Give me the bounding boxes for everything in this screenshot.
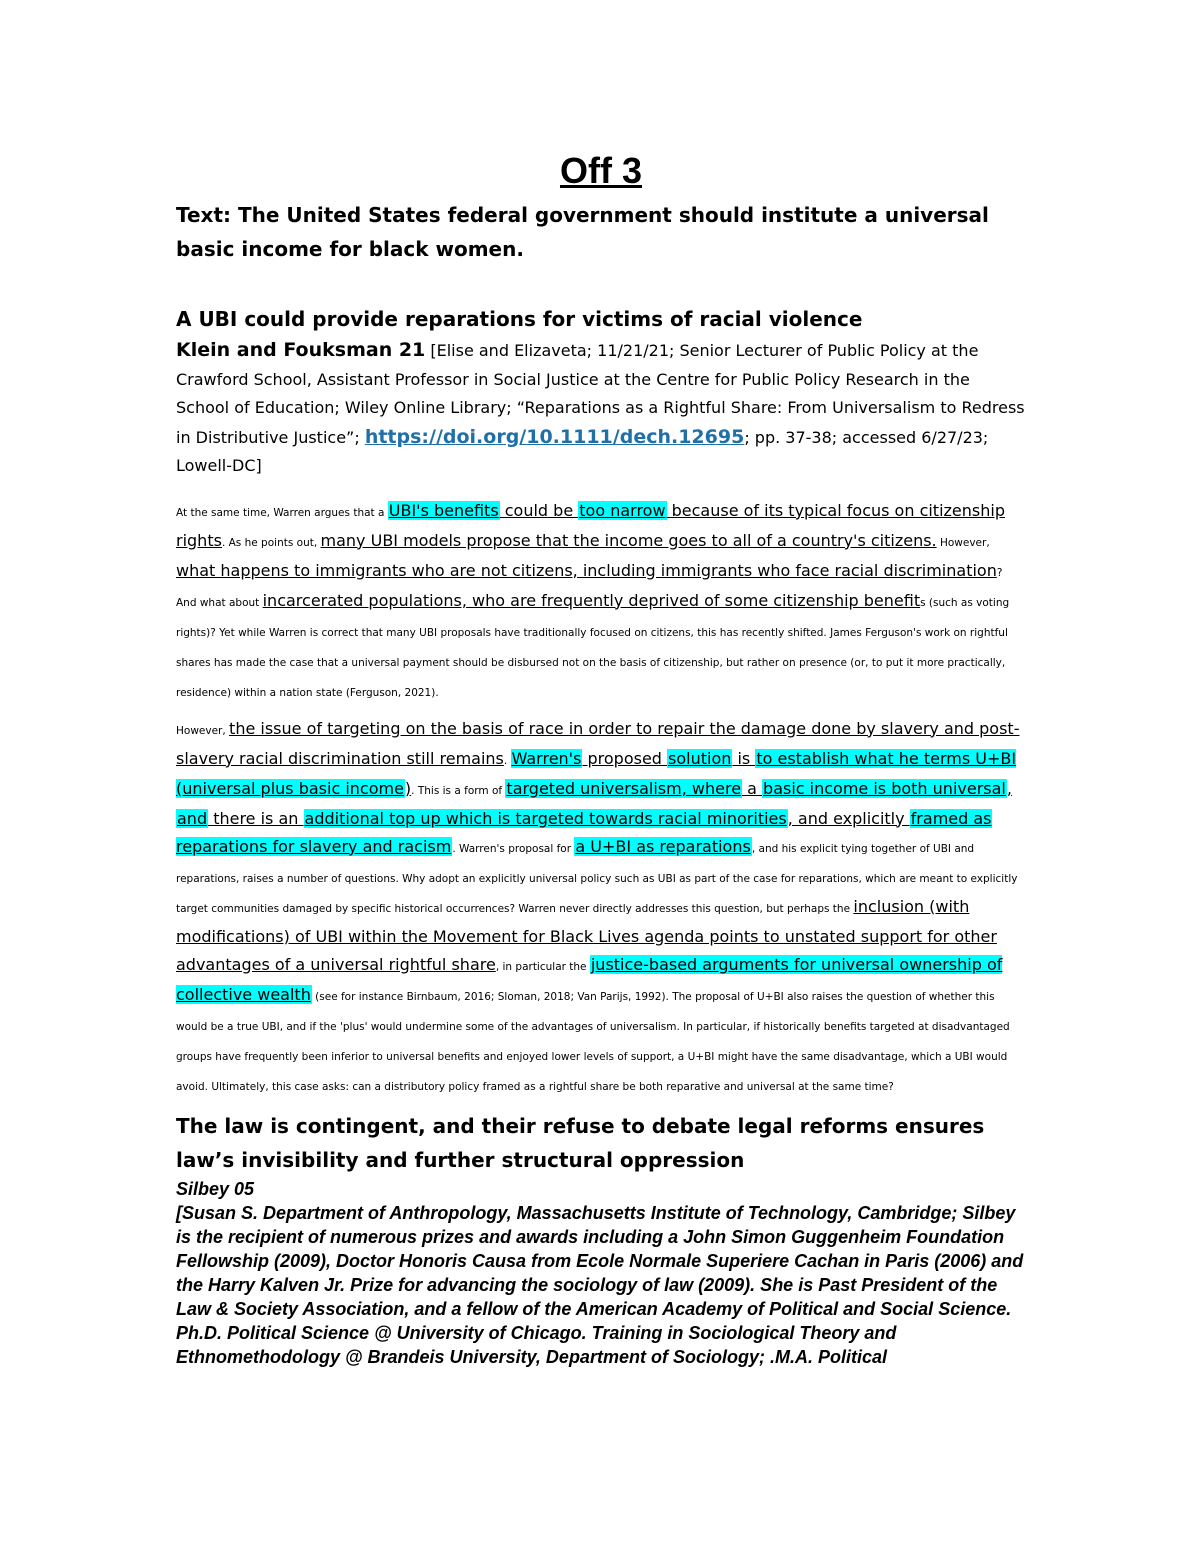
resolution-text: Text: The United States federal government should institute a universal basic income for black women. — [176, 203, 989, 261]
card-text-run: At the same time, Warren argues that a — [176, 506, 388, 519]
card-text-run: . This is a form of — [411, 784, 506, 797]
card-text-run: inclusion (with modifications) of UBI within the Movement for Black Lives agenda points to unstated support for other advantages of a universal rightful share — [176, 896, 997, 974]
card-tag: A UBI could provide reparations for victims of racial violence — [176, 307, 863, 331]
card-text-run: framed as reparations for slavery and racism — [176, 808, 992, 856]
card-text-run: . As he points out, — [221, 536, 321, 549]
card-text-run: . — [503, 754, 511, 767]
card-citation — [176, 336, 1026, 481]
card-text-run: However, — [176, 724, 230, 737]
card-text-run: targeted universalism, where — [506, 778, 742, 798]
citation-details: [Elise and Elizaveta; 11/21/21; Senior Lecturer of Public Policy at the Crawford School, Assistant Professor in Social Justice at the Centre for Public Policy Research in the School of Education; Wiley Online Library; “Reparations as a Rightful Share: From Universalism to Redress in Distributive Justice”; — [176, 341, 1025, 447]
card-text-run: basic income is both universal — [763, 778, 1006, 798]
card-author: Klein and Fouksman 21 — [176, 339, 426, 361]
card-text-run: additional top up which is targeted towards racial minorities — [304, 808, 787, 828]
card-text-run: too narrow — [579, 500, 666, 520]
card-text-run: (see for instance Birnbaum, 2016; Sloman, 2018; Van Parijs, 1992). The proposal of U+BI also raises the question of whether this would be a true UBI, and if the 'plus' would undermine some of the advantages of universalism. In particular, if historically benefits targeted at disadvantaged groups have frequently been inferior to universal benefits and enjoyed lower levels of support, a U+BI might have the same disadvantage, which a UBI would avoid. Ultimately, this case asks: can a distributory policy framed as a rightful share be both reparative and universal at the same time? — [176, 990, 1010, 1093]
card-text-run: , and explicitly — [787, 808, 910, 828]
card-text-run: and — [177, 808, 208, 828]
card-text-run: the issue of targeting on the basis of race in order to repair the damage done by slavery and post-slavery racial discrimination still remains — [176, 718, 1020, 768]
card-text-run: ) — [404, 778, 412, 798]
card-text-run: because of its typical focus on citizenship rights — [176, 500, 1005, 550]
card-author: Silbey 05 — [176, 1178, 255, 1199]
card-text-run: , — [1006, 778, 1012, 798]
citation-details-end: ; pp. 37-38; accessed 6/27/23; Lowell-DC] — [176, 427, 989, 475]
card-text-run: solution — [668, 748, 732, 768]
card-text-run: However, — [936, 536, 990, 549]
card-text-run: , and his explicit tying together of UBI and reparations, raises a number of questions. Why adopt an explicitly universal policy such as UBI as part of the case for reparations, which are meant to explicitly target communities damaged by specific historical occurrences? Warren never directly addresses this question, but perhaps the — [176, 842, 1018, 915]
card-body-paragraph-1 — [176, 497, 1026, 707]
card-citation: [Susan S. Department of Anthropology, Massachusetts Institute of Technology, Cambridge; Silbey is the recipient of numerous prizes and awards including a John Simon Guggenheim Foundation Fellowship (2009), Doctor Honoris Causa from Ecole Normale Superiere Cachan in Paris (2006) and the Harry Kalven Jr. Prize for advancing the sociology of law (2009). She is Past President of the Law & Society Association, and a fellow of the American Academy of Political and Social Science. Ph.D. Political Science @ University of Chicago. Training in Sociological Theory and Ethnomethodology @ Brandeis University, Department of Sociology; .M.A. Political — [176, 1202, 1024, 1367]
card-text-run: is — [732, 748, 756, 768]
card-text-run: to establish what he terms U+BI (universal plus basic income — [176, 748, 1017, 798]
card-text-run: there is an — [208, 808, 304, 828]
citation-link[interactable]: https://doi.org/10.1111/dech.12695 — [364, 425, 745, 448]
page-title: Off 3 — [559, 150, 642, 191]
card-text-run: ? And what about — [176, 566, 1003, 609]
card-text-run: a — [742, 778, 763, 798]
card-text-run: s (such as voting rights)? Yet while Warren is correct that many UBI proposals have traditionally focused on citizens, this has recently shifted. James Ferguson's work on rightful shares has made the case that a universal payment should be disbursed not on the basis of citizenship, but rather on presence (or, to put it more practically, residence) within a nation state (Ferguson, 2021). — [176, 596, 1010, 699]
card-text-run: a U+BI as reparations — [575, 836, 751, 856]
card-tag: The law is contingent, and their refuse to debate legal reforms ensures law’s invisibility and further structural oppression — [176, 1113, 985, 1172]
card-text-run: , in particular the — [495, 960, 590, 973]
card-text-run: justice-based arguments for universal ownership of collective wealth — [176, 954, 1003, 1004]
card-text-run: incarcerated populations, who are frequently deprived of some citizenship benefit — [262, 590, 921, 610]
card-text-run: many UBI models propose that the income goes to all of a country's citizens. — [320, 530, 937, 550]
card-text-run: Warren's — [511, 748, 582, 768]
card-body-paragraph-2 — [176, 715, 1026, 1101]
card-text-run: could be — [499, 500, 579, 520]
card-text-run: what happens to immigrants who are not citizens, including immigrants who face racial discrimination — [176, 560, 997, 580]
card-text-run: . Warren's proposal for — [452, 842, 575, 855]
card-text-run: UBI's benefits — [388, 500, 499, 520]
card-text-run: proposed — [582, 748, 668, 768]
document-page — [176, 150, 1026, 1369]
